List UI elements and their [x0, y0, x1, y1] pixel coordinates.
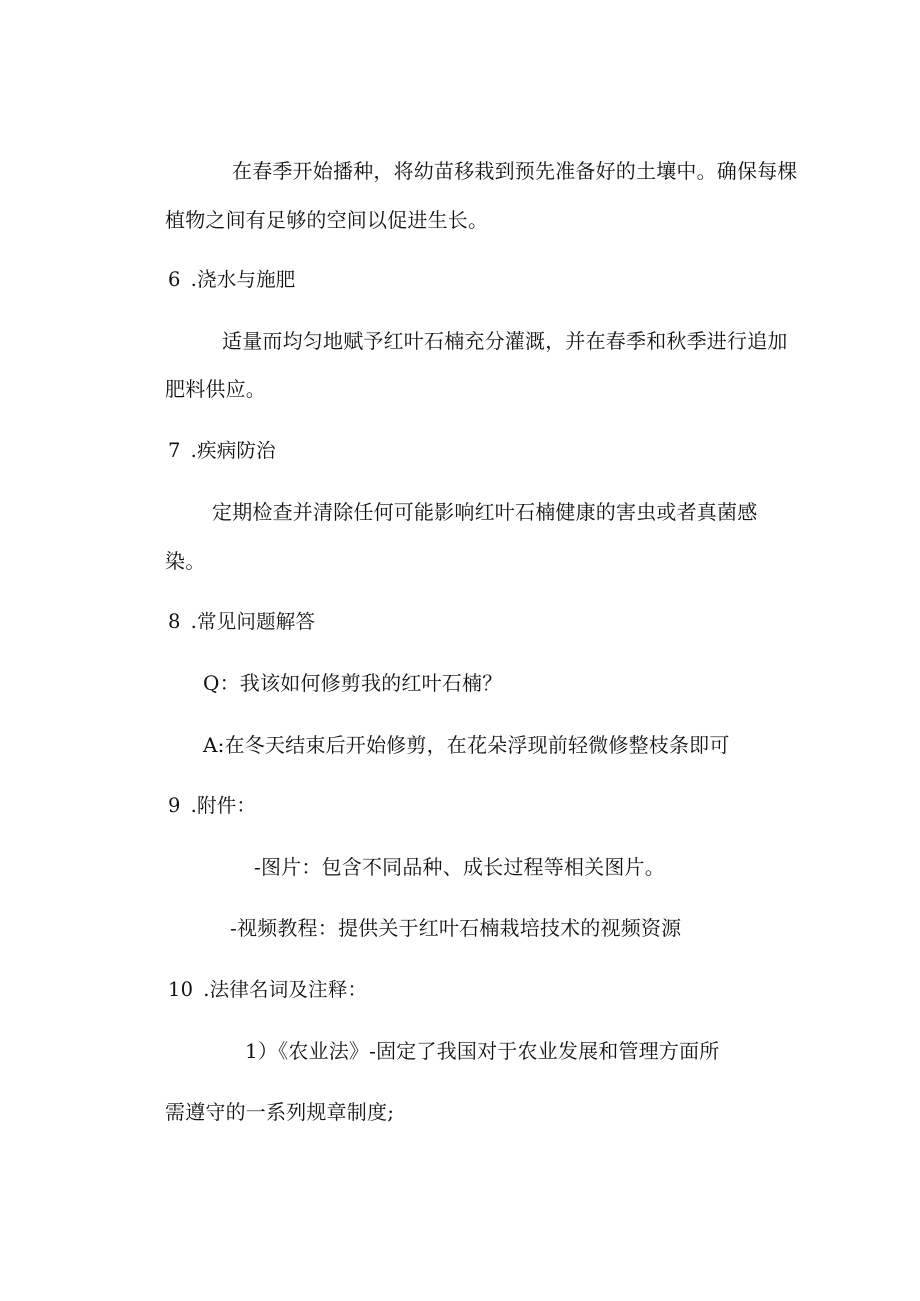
- section-heading-attachments: [168, 792, 256, 820]
- paragraph-watering-line-1: 适量而均匀地赋予红叶石楠充分灌溉，并在春季和秋季进行追加: [222, 329, 788, 353]
- attachment-images: -图片：包含不同品种、成长过程等相关图片。: [254, 855, 665, 879]
- section-number: 10: [168, 978, 194, 1001]
- legal-term-1-line-2: 需遵守的一系列规章制度;: [165, 1100, 395, 1124]
- section-heading-faq: [168, 608, 315, 636]
- section-number: 9: [168, 794, 181, 817]
- faq-question: Q：我该如何修剪我的红叶石楠？: [203, 671, 503, 695]
- paragraph-disease-line-2: 染。: [165, 549, 206, 573]
- section-title: .浇水与施肥: [190, 268, 296, 291]
- paragraph-disease-line-1: 定期检查并清除任何可能影响红叶石楠健康的害虫或者真菌感: [212, 500, 758, 524]
- section-title: .常见问题解答: [190, 610, 316, 633]
- faq-answer: A:在冬天结束后开始修剪，在花朵浮现前轻微修整枝条即可: [203, 733, 730, 757]
- section-heading-watering: [168, 266, 296, 294]
- section-title: .法律名词及注释：: [203, 978, 368, 1001]
- section-title: .疾病防治: [190, 439, 276, 462]
- section-number: 8: [168, 610, 181, 633]
- attachment-videos: -视频教程：提供关于红叶石楠栽培技术的视频资源: [230, 916, 682, 940]
- section-number: 7: [168, 439, 181, 462]
- paragraph-watering-line-2: 肥料供应。: [165, 377, 266, 401]
- section-heading-legal-terms: [168, 976, 367, 1004]
- paragraph-planting-line-1: 在春季开始播种，将幼苗移栽到预先准备好的土壤中。确保每棵: [232, 159, 798, 183]
- legal-term-1-line-1: 1）《农业法》-固定了我国对于农业发展和管理方面所: [245, 1039, 720, 1063]
- section-heading-disease: [168, 437, 276, 465]
- paragraph-planting-line-2: 植物之间有足够的空间以促进生长。: [165, 208, 489, 232]
- section-number: 6: [168, 268, 181, 291]
- section-title: .附件：: [190, 794, 257, 817]
